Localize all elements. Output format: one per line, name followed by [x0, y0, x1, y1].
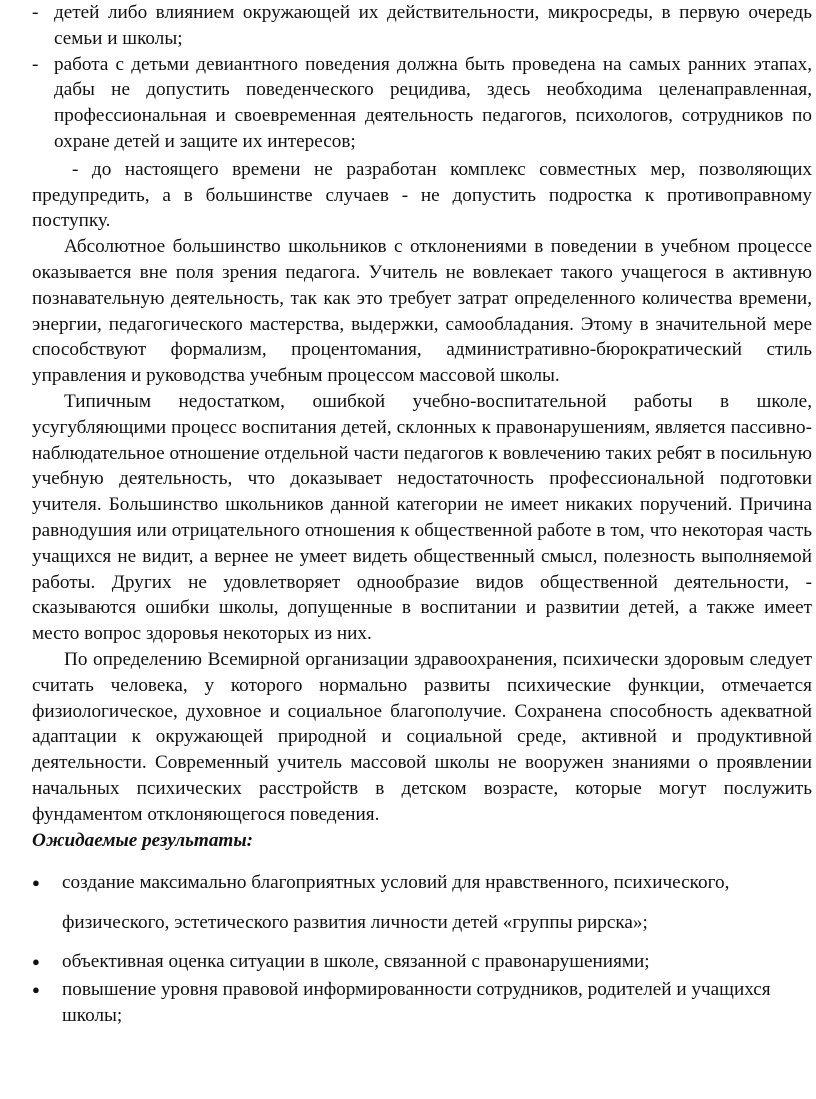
bullet-icon: ● — [32, 954, 40, 970]
dash-item-text: работа с детьми девиантного поведения должна быть проведена на самых ранних этапах, дабы не допустить поведенческого рецидива, здесь необходима целенаправленная, профессиональная и своевременная деятельность педагогов, психологов, сотрудников по охране детей и защите их интересов; — [54, 53, 812, 152]
results-item-text: создание максимально благоприятных условий для нравственного, психического, физического, эстетического развития личности детей «группы рирска»; — [62, 872, 730, 934]
dash-marker: - — [32, 53, 39, 75]
dash-item-text: детей либо влиянием окружающей их действительности, микросреды, в первую очередь семьи и школы; — [54, 2, 812, 49]
dash-marker: - — [32, 2, 39, 23]
bullet-icon: ● — [32, 875, 40, 891]
body-paragraph: Типичным недостатком, ошибкой учебно-воспитательной работы в школе, усугубляющими процесс воспитания детей, склонных к правонарушениям, является пассивно-наблюдательное отношение отдельной части педагогов к вовлечению таких ребят в посильную учебную деятельность, что доказывает недостаточность профессиональной подготовки учителя. Большинство школьников данной категории не имеет никаких поручений. Причина равнодушия или отрицательного отношения к общественной работе в том, что некоторая часть учащихся не видит, а вернее не умеет видеть общественный смысл, полезность выполняемой работы. Других не удовлетворяет однообразие видов общественной деятельности, - сказываются ошибки школы, допущенные в воспитании и развитии детей, а также имеет место вопрос здоровья некоторых из них. — [32, 390, 812, 645]
results-item-text: повышение уровня правовой информированности сотрудников, родителей и учащихся школы; — [62, 979, 771, 1026]
body-paragraph: Абсолютное большинство школьников с отклонениями в поведении в учебном процессе оказывается вне поля зрения педагога. Учитель не вовлекает такого учащегося в активную познавательную деятельность, так как это требует затрат определенного количества времени, энергии, педагогического мастерства, выдержки, самообладания. Этому в значительной мере способствуют формализм, процентомания, административно-бюрократический стиль управления и руководства учебным процессом массовой школы. — [32, 236, 812, 387]
dash-list-item — [32, 0, 812, 52]
body-paragraph: По определению Всемирной организации здравоохранения, психически здоровым следует считать человека, у которого нормально развиты психические функции, отмечается физиологическое, духовное и социальное благополучие. Сохранена способность адекватной адаптации к окружающей природной и социальной среде, активной и продуктивной деятельности. Современный учитель массовой школы не вооружен знаниями о проявлении начальных психических расстройств в детском возрасте, которые могут послужить фундаментом отклоняющегося поведения. — [32, 648, 812, 825]
bullet-icon: ● — [32, 982, 40, 998]
results-item-text: объективная оценка ситуации в школе, связанной с правонарушениями; — [62, 951, 650, 973]
results-list-item — [32, 977, 812, 1029]
dash-list-item-continuation: - до настоящего времени не разработан комплекс совместных мер, позволяющих предупредить, а в большинстве случаев - не допустить подростка к противоправному поступку. — [32, 158, 812, 232]
results-list — [32, 863, 812, 1028]
results-heading: Ожидаемые результаты: — [32, 829, 254, 851]
results-list-item — [32, 863, 812, 943]
results-list-item — [32, 949, 812, 975]
dash-list-item — [32, 52, 812, 155]
